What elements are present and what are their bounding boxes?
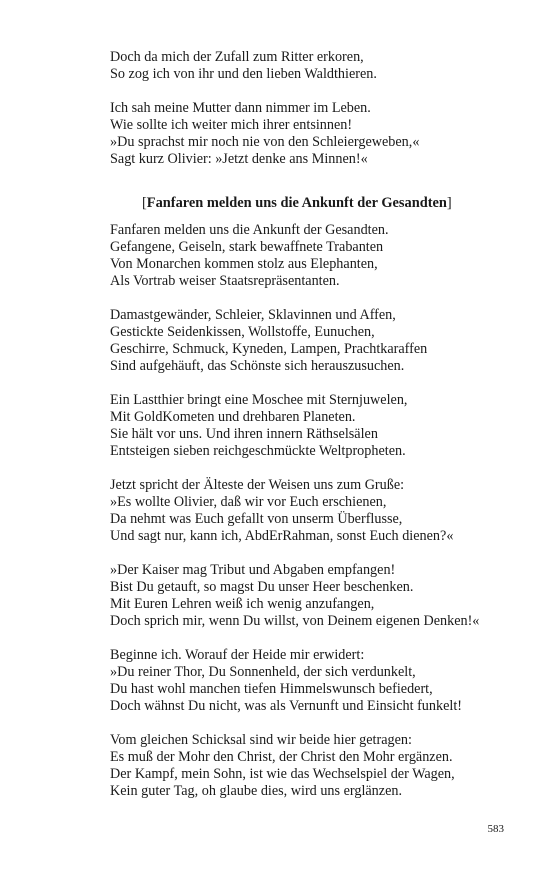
verse-line: Entsteigen sieben reichgeschmückte Weltpropheten. — [110, 443, 406, 459]
stanza — [110, 49, 530, 83]
verse-line: Gestickte Seidenkissen, Wollstoffe, Eunuchen, — [110, 324, 375, 340]
verse-line: Gefangene, Geiseln, stark bewaffnete Trabanten — [110, 239, 384, 255]
verse-line: Mit Euren Lehren weiß ich wenig anzufangen, — [110, 596, 375, 612]
verse-line: Ein Lastthier bringt eine Moschee mit Sternjuwelen, — [110, 392, 408, 408]
verse-line: »Du sprachst mir noch nie von den Schleiergeweben,« — [110, 134, 420, 150]
verse-line: Sie hält vor uns. Und ihren innern Räthselsälen — [110, 426, 378, 442]
page-number: 583 — [487, 823, 504, 835]
verse-line: Fanfaren melden uns die Ankunft der Gesandten. — [110, 222, 389, 238]
stanza — [110, 100, 530, 168]
stanza — [110, 562, 530, 630]
verse-line: Und sagt nur, kann ich, AbdErRahman, sonst Euch dienen?« — [110, 528, 454, 544]
verse-line: »Es wollte Olivier, daß wir vor Euch erschienen, — [110, 494, 387, 510]
verse-line: Jetzt spricht der Älteste der Weisen uns zum Gruße: — [110, 477, 405, 493]
verse-line: Wie sollte ich weiter mich ihrer entsinnen! — [110, 117, 353, 133]
heading-text: Fanfaren melden uns die Ankunft der Gesandten — [146, 195, 447, 211]
verse-line: Kein guter Tag, oh glaube dies, wird uns erglänzen. — [110, 783, 403, 799]
verse-line: Ich sah meine Mutter dann nimmer im Leben. — [110, 100, 371, 116]
verse-line: Beginne ich. Worauf der Heide mir erwidert: — [110, 647, 365, 663]
stanza — [110, 307, 530, 375]
verse-line: Du hast wohl manchen tiefen Himmelswunsch befiedert, — [110, 681, 433, 697]
stanza — [110, 392, 530, 460]
page-body — [110, 49, 530, 817]
verse-line: Bist Du getauft, so magst Du unser Heer beschenken. — [110, 579, 414, 595]
verse-line: Sagt kurz Olivier: »Jetzt denke ans Minnen!« — [110, 151, 368, 167]
verse-line: Damastgewänder, Schleier, Sklavinnen und Affen, — [110, 307, 396, 323]
verse-line: Geschirre, Schmuck, Kyneden, Lampen, Prachtkaraffen — [110, 341, 428, 357]
verse-line: Doch sprich mir, wenn Du willst, von Deinem eigenen Denken!« — [110, 613, 480, 629]
verse-line: Sind aufgehäuft, das Schönste sich herauszusuchen. — [110, 358, 405, 374]
stanza — [110, 732, 530, 800]
stanza — [110, 477, 530, 545]
verse-line: Mit GoldKometen und drehbaren Planeten. — [110, 409, 356, 425]
stanza — [110, 647, 530, 715]
heading-open-bracket: [ — [142, 195, 147, 211]
verse-line: Von Monarchen kommen stolz aus Elephanten, — [110, 256, 378, 272]
verse-line: Als Vortrab weiser Staatsrepräsentanten. — [110, 273, 340, 289]
verse-line: Doch wähnst Du nicht, was als Vernunft und Einsicht funkelt! — [110, 698, 462, 714]
verse-line: So zog ich von ihr und den lieben Waldthieren. — [110, 66, 377, 82]
stanza — [110, 222, 530, 290]
section-heading — [142, 195, 530, 212]
verse-line: Es muß der Mohr den Christ, der Christ den Mohr ergänzen. — [110, 749, 453, 765]
verse-line: Der Kampf, mein Sohn, ist wie das Wechselspiel der Wagen, — [110, 766, 455, 782]
verse-line: Vom gleichen Schicksal sind wir beide hier getragen: — [110, 732, 412, 748]
verse-line: Doch da mich der Zufall zum Ritter erkoren, — [110, 49, 364, 65]
verse-line: »Du reiner Thor, Du Sonnenheld, der sich verdunkelt, — [110, 664, 416, 680]
verse-line: Da nehmt was Euch gefallt von unserm Überflusse, — [110, 511, 403, 527]
verse-line: »Der Kaiser mag Tribut und Abgaben empfangen! — [110, 562, 396, 578]
heading-close-bracket: ] — [446, 195, 452, 211]
